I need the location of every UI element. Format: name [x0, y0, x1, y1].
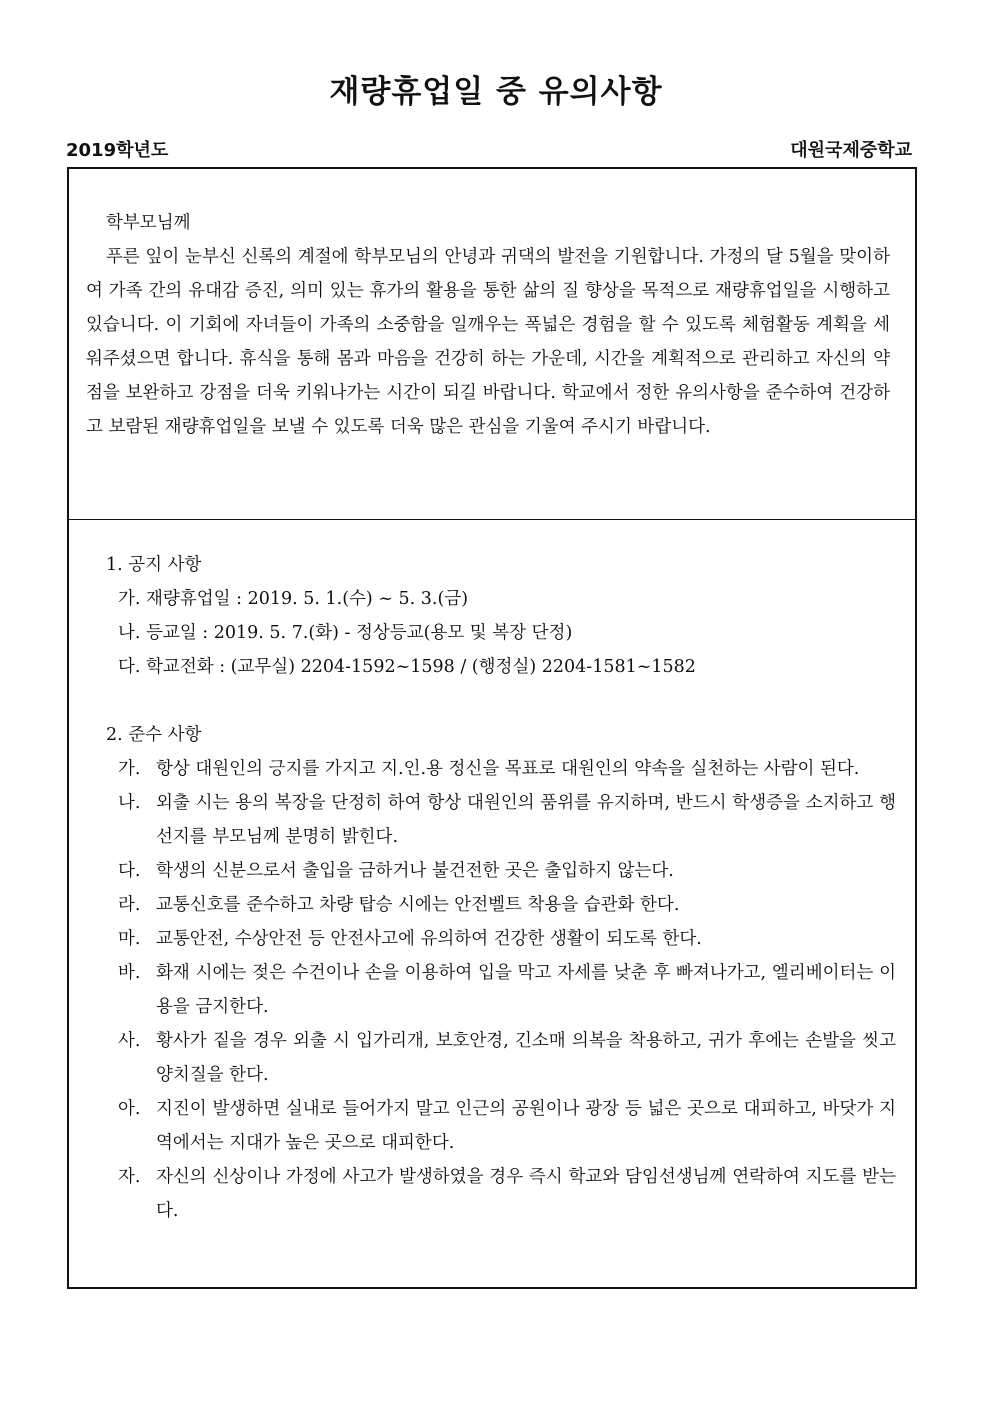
- compliance-item: [106, 956, 896, 1024]
- notice-item: 다. 학교전화 : (교무실) 2204-1592~1598 / (행정실) 2204-1581~1582: [118, 657, 696, 677]
- item-marker: 바.: [118, 963, 141, 983]
- item-marker: 다.: [118, 861, 141, 881]
- compliance-item: [106, 888, 896, 922]
- letter-body: 푸른 잎이 눈부신 신록의 계절에 학부모님의 안녕과 귀댁의 발전을 기원합니다. 가정의 달 5월을 맞이하여 가족 간의 유대감 증진, 의미 있는 휴가의 활용을 통한 삶의 질 향상을 목적으로 재량휴업일을 시행하고 있습니다. 이 기회에 자녀들이 가족의 소중함을 일깨우는 폭넓은 경험을 할 수 있도록 체험활동 계획을 세워주셨으면 합니다. 휴식을 통해 몸과 마음을 건강히 하는 가운데, 시간을 계획적으로 관리하고 자신의 약점을 보완하고 강점을 더욱 키워나가는 시간이 되길 바랍니다. 학교에서 정한 유의사항을 준수하여 건강하고 보람된 재량휴업일을 보낼 수 있도록 더욱 많은 관심을 기울여 주시기 바랍니다.: [86, 247, 890, 437]
- item-marker: 아.: [118, 1099, 141, 1119]
- item-text: 외출 시는 용의 복장을 단정히 하여 항상 대원인의 품위를 유지하며, 반드시 학생증을 소지하고 행선지를 부모님께 분명히 밝힌다.: [156, 793, 896, 847]
- item-marker: 라.: [118, 895, 141, 915]
- compliance-item: [106, 1024, 896, 1092]
- item-marker: 자.: [118, 1167, 141, 1187]
- section-divider: [67, 519, 917, 520]
- item-marker: 나.: [118, 793, 141, 813]
- item-text: 교통안전, 수상안전 등 안전사고에 유의하여 건강한 생활이 되도록 한다.: [156, 929, 702, 949]
- school-year: 2019학년도: [66, 140, 169, 161]
- letter-section: [86, 206, 890, 444]
- item-text: 항상 대원인의 긍지를 가지고 지.인.용 정신을 목표로 대원인의 약속을 실천하는 사람이 된다.: [156, 759, 860, 779]
- compliance-item: [106, 854, 896, 888]
- letter-greeting: 학부모님께: [106, 213, 191, 233]
- item-text: 학생의 신분으로서 출입을 금하거나 불건전한 곳은 출입하지 않는다.: [156, 861, 674, 881]
- item-marker: 가.: [118, 759, 141, 779]
- compliance-heading: 2. 준수 사항: [106, 725, 202, 745]
- item-marker: 사.: [118, 1031, 141, 1051]
- compliance-item: [106, 922, 896, 956]
- notice-item: 나. 등교일 : 2019. 5. 7.(화) - 정상등교(용모 및 복장 단정): [118, 623, 573, 643]
- item-text: 교통신호를 준수하고 차량 탑승 시에는 안전벨트 착용을 습관화 한다.: [156, 895, 680, 915]
- compliance-item: [106, 1160, 896, 1228]
- item-marker: 마.: [118, 929, 141, 949]
- compliance-item: [106, 786, 896, 854]
- notices-section: [106, 548, 896, 1228]
- item-text: 자신의 신상이나 가정에 사고가 발생하였을 경우 즉시 학교와 담임선생님께 연락하여 지도를 받는다.: [156, 1167, 896, 1221]
- document-title: 재량휴업일 중 유의사항: [329, 74, 663, 110]
- notice-heading: 1. 공지 사항: [106, 555, 202, 575]
- item-text: 지진이 발생하면 실내로 들어가지 말고 인근의 공원이나 광장 등 넓은 곳으로 대피하고, 바닷가 지역에서는 지대가 높은 곳으로 대피한다.: [156, 1099, 896, 1153]
- compliance-item: [106, 1092, 896, 1160]
- school-name: 대원국제중학교: [790, 140, 912, 161]
- compliance-item: [106, 752, 896, 786]
- notice-item: 가. 재량휴업일 : 2019. 5. 1.(수) ~ 5. 3.(금): [118, 589, 469, 609]
- item-text: 황사가 짙을 경우 외출 시 입가리개, 보호안경, 긴소매 의복을 착용하고, 귀가 후에는 손발을 씻고 양치질을 한다.: [156, 1031, 896, 1085]
- item-text: 화재 시에는 젖은 수건이나 손을 이용하여 입을 막고 자세를 낮춘 후 빠져나가고, 엘리베이터는 이용을 금지한다.: [156, 963, 896, 1017]
